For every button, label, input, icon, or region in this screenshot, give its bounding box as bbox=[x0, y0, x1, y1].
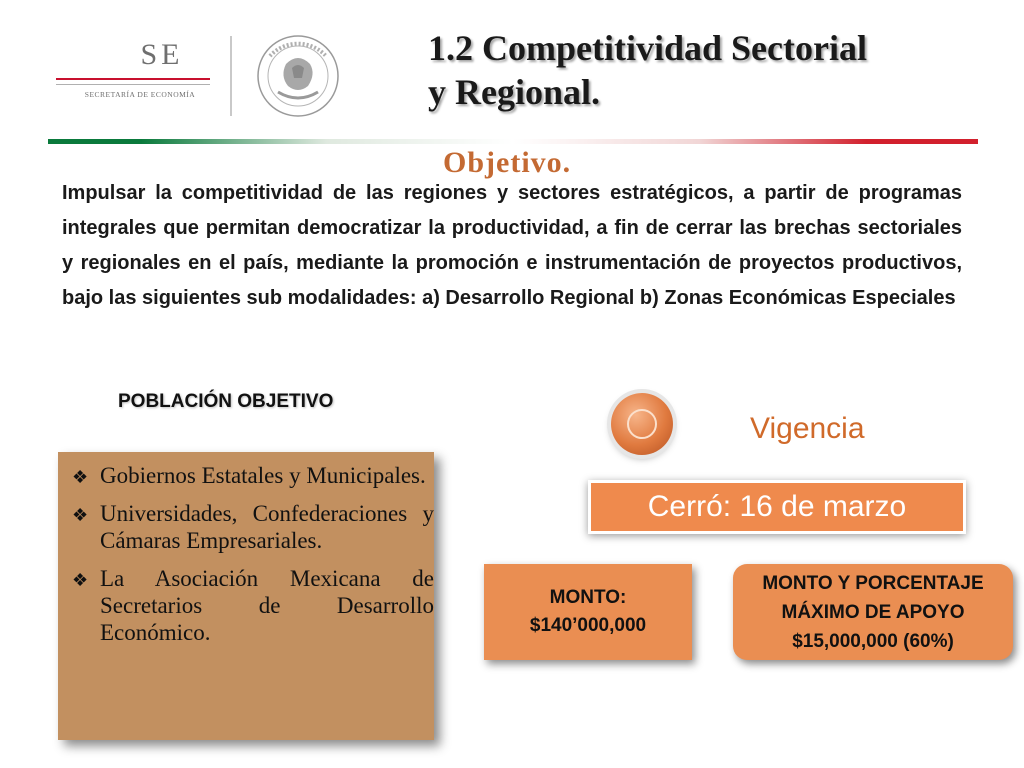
monto-maximo-value: $15,000,000 (60%) bbox=[792, 630, 954, 652]
poblacion-heading: POBLACIÓN OBJETIVO bbox=[118, 391, 334, 412]
slide-title-line1: 1.2 Competitividad Sectorial bbox=[428, 28, 867, 68]
list-item-text: Universidades, Confederaciones y Cámaras Empresariales. bbox=[100, 501, 434, 553]
slide-title-line2: y Regional. bbox=[428, 72, 601, 112]
diamond-bullet-icon: ❖ bbox=[72, 467, 89, 487]
monto-box bbox=[484, 564, 692, 660]
secretaria-economia-logo bbox=[50, 34, 350, 124]
diamond-bullet-icon: ❖ bbox=[72, 570, 89, 590]
monto-maximo-box bbox=[733, 564, 1013, 660]
logo-red-line bbox=[56, 78, 210, 80]
objetivo-text: Impulsar la competitividad de las regiones y sectores estratégicos, a partir de programas integrales que permitan democratizar la productividad, a fin de cerrar las brechas sectoriales y regionales en el país, mediante la promoción e instrumentación de proyectos productivos, bajo las siguientes sub modalidades: a) Desarrollo Regional b) Zonas Económicas Especiales bbox=[62, 182, 962, 309]
list-item bbox=[58, 462, 434, 489]
logo-grey-line bbox=[56, 84, 210, 85]
poblacion-box bbox=[58, 452, 434, 740]
objetivo-heading: Objetivo. bbox=[443, 146, 572, 179]
logo-subtitle: SECRETARÍA DE ECONOMÍA bbox=[84, 90, 196, 99]
poblacion-list bbox=[58, 452, 434, 646]
clock-face bbox=[627, 409, 657, 439]
slide-title bbox=[428, 26, 988, 114]
clock-icon bbox=[611, 393, 673, 455]
monto-maximo-line1: MONTO Y PORCENTAJE bbox=[762, 572, 984, 594]
vigencia-label: Vigencia bbox=[750, 412, 865, 445]
list-item bbox=[58, 500, 434, 554]
logo-divider bbox=[230, 36, 232, 116]
mexico-seal-icon bbox=[256, 34, 340, 118]
monto-value: $140’000,000 bbox=[529, 615, 647, 636]
monto-maximo-line2: MÁXIMO DE APOYO bbox=[781, 601, 965, 623]
list-item bbox=[58, 565, 434, 646]
logo-abbreviation: SE bbox=[140, 38, 184, 71]
flag-gradient-bar bbox=[48, 139, 978, 144]
diamond-bullet-icon: ❖ bbox=[72, 505, 89, 525]
list-item-text: La Asociación Mexicana de Secretarios de Desarrollo Económico. bbox=[100, 566, 434, 645]
vigencia-value-box: Cerró: 16 de marzo bbox=[588, 480, 966, 534]
monto-label: MONTO: bbox=[549, 587, 627, 608]
list-item-text: Gobiernos Estatales y Municipales. bbox=[100, 463, 426, 488]
